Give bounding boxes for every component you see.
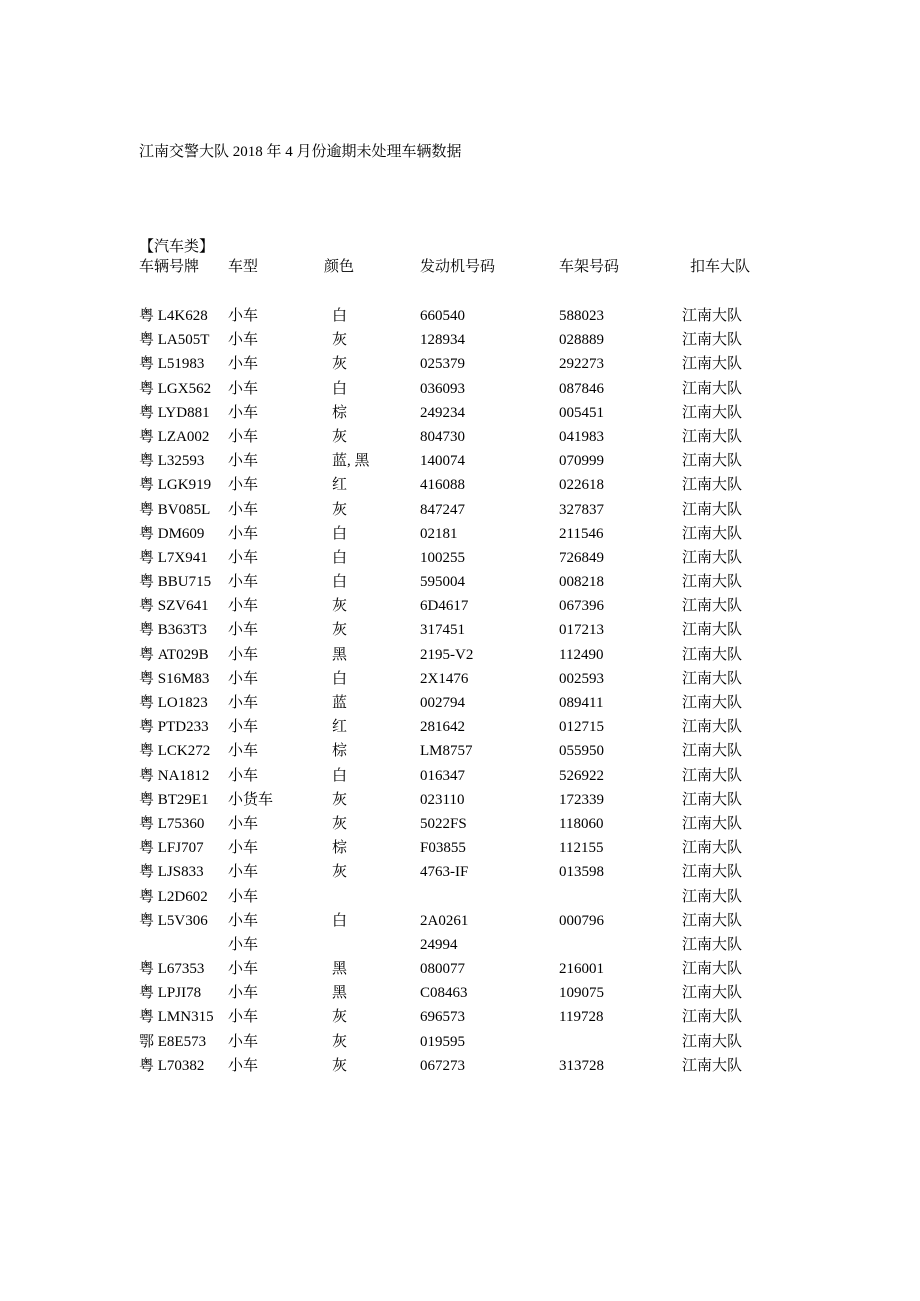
cell-team: 江南大队: [682, 428, 743, 445]
cell-type: 小车: [228, 767, 259, 784]
cell-color: 白: [332, 380, 348, 397]
cell-plate: 粤 BT29E1: [139, 791, 209, 808]
table-row: [139, 307, 779, 331]
cell-frame: 118060: [559, 815, 604, 832]
cell-frame: 017213: [559, 622, 604, 639]
header-color: 颜色: [324, 259, 355, 275]
cell-team: 江南大队: [682, 308, 743, 324]
cell-frame: 070999: [559, 453, 604, 470]
cell-plate: 粤 LPJI78: [139, 985, 202, 1002]
cell-engine: 2X1476: [420, 670, 469, 687]
table-row: [139, 984, 779, 1008]
cell-frame: 028889: [559, 332, 604, 349]
cell-engine: 6D4617: [420, 598, 469, 615]
cell-color: 蓝, 黑: [332, 453, 370, 470]
table-row: [139, 525, 779, 549]
cell-color: 红: [332, 477, 348, 494]
cell-team: 江南大队: [682, 501, 743, 518]
cell-plate: 粤 LZA002: [139, 428, 210, 445]
table-row: [139, 742, 779, 766]
table-row: [139, 670, 779, 694]
table-row: [139, 355, 779, 379]
cell-type: 小车: [228, 695, 259, 711]
cell-engine: 080077: [420, 961, 465, 978]
header-team: 扣车大队: [690, 259, 751, 275]
cell-type: 小车: [228, 332, 259, 349]
cell-team: 江南大队: [682, 985, 743, 1002]
cell-plate: 粤 LGX562: [139, 380, 212, 397]
cell-plate: 粤 LJS833: [139, 864, 204, 881]
cell-team: 江南大队: [682, 549, 743, 566]
cell-frame: 012715: [559, 719, 604, 736]
cell-team: 江南大队: [682, 767, 743, 784]
cell-engine: 696573: [420, 1009, 465, 1026]
cell-engine: 249234: [420, 404, 465, 421]
cell-engine: 140074: [420, 453, 465, 470]
cell-engine: C08463: [420, 985, 468, 1002]
cell-team: 江南大队: [682, 791, 743, 808]
cell-engine: 5022FS: [420, 815, 467, 832]
cell-team: 江南大队: [682, 404, 743, 421]
cell-engine: 595004: [420, 574, 465, 591]
cell-color: 棕: [332, 404, 348, 421]
cell-type: 小车: [228, 308, 259, 324]
section-label: 【汽车类】: [139, 239, 215, 255]
cell-engine: 02181: [420, 525, 458, 542]
cell-type: 小车: [228, 864, 259, 881]
cell-frame: 002593: [559, 670, 604, 687]
table-row: [139, 404, 779, 428]
cell-color: 白: [332, 574, 348, 591]
cell-team: 江南大队: [682, 1033, 743, 1050]
cell-engine: 317451: [420, 622, 465, 639]
cell-team: 江南大队: [682, 888, 743, 905]
cell-plate: 粤 BV085L: [139, 501, 211, 518]
cell-frame: 089411: [559, 695, 604, 711]
cell-frame: 211546: [559, 525, 604, 542]
table-row: [139, 646, 779, 670]
cell-engine: 128934: [420, 332, 465, 349]
cell-engine: F03855: [420, 840, 466, 857]
cell-engine: 847247: [420, 501, 465, 518]
cell-plate: 粤 LGK919: [139, 477, 212, 494]
cell-type: 小车: [228, 428, 259, 445]
cell-frame: 022618: [559, 477, 604, 494]
header-frame: 车架号码: [559, 259, 620, 275]
cell-team: 江南大队: [682, 622, 743, 639]
cell-type: 小车: [228, 453, 259, 470]
cell-plate: 粤 PTD233: [139, 719, 209, 736]
cell-color: 白: [332, 525, 348, 542]
table-row: [139, 767, 779, 791]
cell-frame: 526922: [559, 767, 604, 784]
cell-team: 江南大队: [682, 864, 743, 881]
cell-type: 小车: [228, 574, 259, 591]
cell-plate: 粤 SZV641: [139, 598, 209, 615]
cell-team: 江南大队: [682, 695, 743, 711]
cell-plate: 粤 LMN315: [139, 1009, 214, 1026]
cell-color: 棕: [332, 743, 348, 760]
table-row: [139, 428, 779, 452]
cell-plate: 粤 NA1812: [139, 767, 210, 784]
table-row: [139, 621, 779, 645]
cell-type: 小车: [228, 598, 259, 615]
page-title: 江南交警大队 2018 年 4 月份逾期未处理车辆数据: [139, 144, 462, 160]
cell-frame: 067396: [559, 598, 604, 615]
cell-color: 灰: [332, 622, 348, 639]
cell-frame: 112490: [559, 646, 604, 663]
cell-type: 小车: [228, 477, 259, 494]
cell-plate: 粤 L2D602: [139, 888, 208, 905]
table-row: [139, 815, 779, 839]
table-row: [139, 791, 779, 815]
cell-frame: 005451: [559, 404, 604, 421]
cell-team: 江南大队: [682, 646, 743, 663]
cell-plate: 粤 DM609: [139, 525, 205, 542]
cell-color: 棕: [332, 840, 348, 857]
cell-plate: 粤 LYD881: [139, 404, 210, 421]
cell-team: 江南大队: [682, 912, 743, 929]
cell-engine: 019595: [420, 1033, 465, 1050]
table-row: [139, 573, 779, 597]
cell-color: 灰: [332, 428, 348, 445]
cell-type: 小车: [228, 501, 259, 518]
cell-team: 江南大队: [682, 598, 743, 615]
cell-type: 小车: [228, 936, 259, 953]
cell-frame: 013598: [559, 864, 604, 881]
table-row: [139, 839, 779, 863]
cell-engine: 281642: [420, 719, 465, 736]
cell-color: 黑: [332, 985, 348, 1002]
cell-team: 江南大队: [682, 719, 743, 736]
cell-plate: 粤 L7X941: [139, 549, 208, 566]
cell-color: 白: [332, 308, 348, 324]
cell-engine: 023110: [420, 791, 465, 808]
cell-frame: 087846: [559, 380, 604, 397]
table-row: [139, 888, 779, 912]
cell-type: 小车: [228, 815, 259, 832]
cell-frame: 292273: [559, 356, 604, 373]
cell-frame: 055950: [559, 743, 604, 760]
cell-color: 灰: [332, 598, 348, 615]
table-row: [139, 1033, 779, 1057]
cell-plate: 粤 L67353: [139, 961, 205, 978]
cell-color: 蓝: [332, 695, 348, 711]
cell-frame: 327837: [559, 501, 604, 518]
cell-team: 江南大队: [682, 1009, 743, 1026]
table-row: [139, 597, 779, 621]
cell-plate: 粤 LA505T: [139, 332, 210, 349]
cell-type: 小车: [228, 380, 259, 397]
cell-team: 江南大队: [682, 961, 743, 978]
cell-engine: 067273: [420, 1057, 465, 1074]
cell-team: 江南大队: [682, 815, 743, 832]
cell-engine: LM8757: [420, 743, 473, 760]
header-engine: 发动机号码: [420, 259, 496, 275]
table-row: [139, 1057, 779, 1081]
cell-team: 江南大队: [682, 453, 743, 470]
cell-type: 小车: [228, 670, 259, 687]
cell-color: 灰: [332, 864, 348, 881]
cell-team: 江南大队: [682, 574, 743, 591]
cell-engine: 036093: [420, 380, 465, 397]
cell-plate: 粤 AT029B: [139, 646, 209, 663]
table-row: [139, 1008, 779, 1032]
cell-plate: 粤 L75360: [139, 815, 205, 832]
header-plate: 车辆号牌: [139, 259, 200, 275]
cell-engine: 016347: [420, 767, 465, 784]
cell-plate: 鄂 E8E573: [139, 1033, 207, 1050]
table-row: [139, 912, 779, 936]
table-header-row: [139, 258, 779, 307]
cell-color: 黑: [332, 961, 348, 978]
cell-plate: 粤 LO1823: [139, 695, 208, 711]
cell-team: 江南大队: [682, 380, 743, 397]
cell-plate: 粤 L32593: [139, 453, 205, 470]
cell-engine: 002794: [420, 695, 465, 711]
cell-type: 小车: [228, 622, 259, 639]
cell-engine: 100255: [420, 549, 465, 566]
table-row: [139, 863, 779, 887]
cell-type: 小车: [228, 912, 259, 929]
cell-frame: 172339: [559, 791, 604, 808]
cell-type: 小车: [228, 1009, 259, 1026]
cell-frame: 119728: [559, 1009, 604, 1026]
cell-team: 江南大队: [682, 670, 743, 687]
cell-color: 灰: [332, 1009, 348, 1026]
cell-type: 小车: [228, 961, 259, 978]
table-row: [139, 718, 779, 742]
vehicle-table: [139, 258, 779, 1081]
cell-engine: 804730: [420, 428, 465, 445]
cell-type: 小车: [228, 525, 259, 542]
cell-plate: 粤 LFJ707: [139, 840, 204, 857]
cell-plate: 粤 L5V306: [139, 912, 208, 929]
header-type: 车型: [228, 259, 259, 275]
cell-color: 白: [332, 549, 348, 566]
cell-team: 江南大队: [682, 840, 743, 857]
cell-frame: 041983: [559, 428, 604, 445]
cell-color: 白: [332, 767, 348, 784]
cell-plate: 粤 L4K628: [139, 308, 208, 324]
cell-type: 小车: [228, 549, 259, 566]
cell-plate: 粤 BBU715: [139, 574, 212, 591]
cell-team: 江南大队: [682, 356, 743, 373]
cell-type: 小车: [228, 404, 259, 421]
cell-frame: 313728: [559, 1057, 604, 1074]
cell-frame: 588023: [559, 308, 604, 324]
table-row: [139, 960, 779, 984]
cell-frame: 726849: [559, 549, 604, 566]
cell-frame: 112155: [559, 840, 604, 857]
cell-color: 白: [332, 912, 348, 929]
cell-color: 灰: [332, 1033, 348, 1050]
table-row: [139, 380, 779, 404]
cell-color: 黑: [332, 646, 348, 663]
cell-plate: 粤 S16M83: [139, 670, 210, 687]
cell-type: 小车: [228, 1057, 259, 1074]
cell-engine: 660540: [420, 308, 465, 324]
cell-engine: 24994: [420, 936, 458, 953]
cell-color: 灰: [332, 1057, 348, 1074]
cell-engine: 025379: [420, 356, 465, 373]
cell-color: 红: [332, 719, 348, 736]
table-row: [139, 501, 779, 525]
cell-team: 江南大队: [682, 332, 743, 349]
cell-type: 小车: [228, 888, 259, 905]
cell-color: 白: [332, 670, 348, 687]
cell-engine: 416088: [420, 477, 465, 494]
cell-frame: 109075: [559, 985, 604, 1002]
cell-color: 灰: [332, 791, 348, 808]
cell-team: 江南大队: [682, 1057, 743, 1074]
cell-type: 小车: [228, 1033, 259, 1050]
table-row: [139, 476, 779, 500]
table-row: [139, 549, 779, 573]
cell-type: 小车: [228, 743, 259, 760]
cell-type: 小车: [228, 985, 259, 1002]
table-row: [139, 936, 779, 960]
cell-engine: 2A0261: [420, 912, 469, 929]
cell-frame: 000796: [559, 912, 604, 929]
cell-color: 灰: [332, 815, 348, 832]
table-body: [139, 307, 779, 1081]
cell-plate: 粤 LCK272: [139, 743, 211, 760]
table-row: [139, 452, 779, 476]
cell-type: 小车: [228, 840, 259, 857]
cell-type: 小车: [228, 719, 259, 736]
cell-team: 江南大队: [682, 743, 743, 760]
cell-team: 江南大队: [682, 936, 743, 953]
cell-plate: 粤 L70382: [139, 1057, 205, 1074]
cell-plate: 粤 B363T3: [139, 622, 207, 639]
cell-type: 小车: [228, 646, 259, 663]
cell-frame: 216001: [559, 961, 604, 978]
cell-frame: 008218: [559, 574, 604, 591]
cell-team: 江南大队: [682, 477, 743, 494]
cell-plate: 粤 L51983: [139, 356, 205, 373]
cell-team: 江南大队: [682, 525, 743, 542]
cell-color: 灰: [332, 332, 348, 349]
cell-color: 灰: [332, 356, 348, 373]
cell-type: 小车: [228, 356, 259, 373]
cell-engine: 4763-IF: [420, 864, 469, 881]
table-row: [139, 331, 779, 355]
cell-type: 小货车: [228, 791, 274, 808]
cell-engine: 2195-V2: [420, 646, 474, 663]
table-row: [139, 694, 779, 718]
cell-color: 灰: [332, 501, 348, 518]
